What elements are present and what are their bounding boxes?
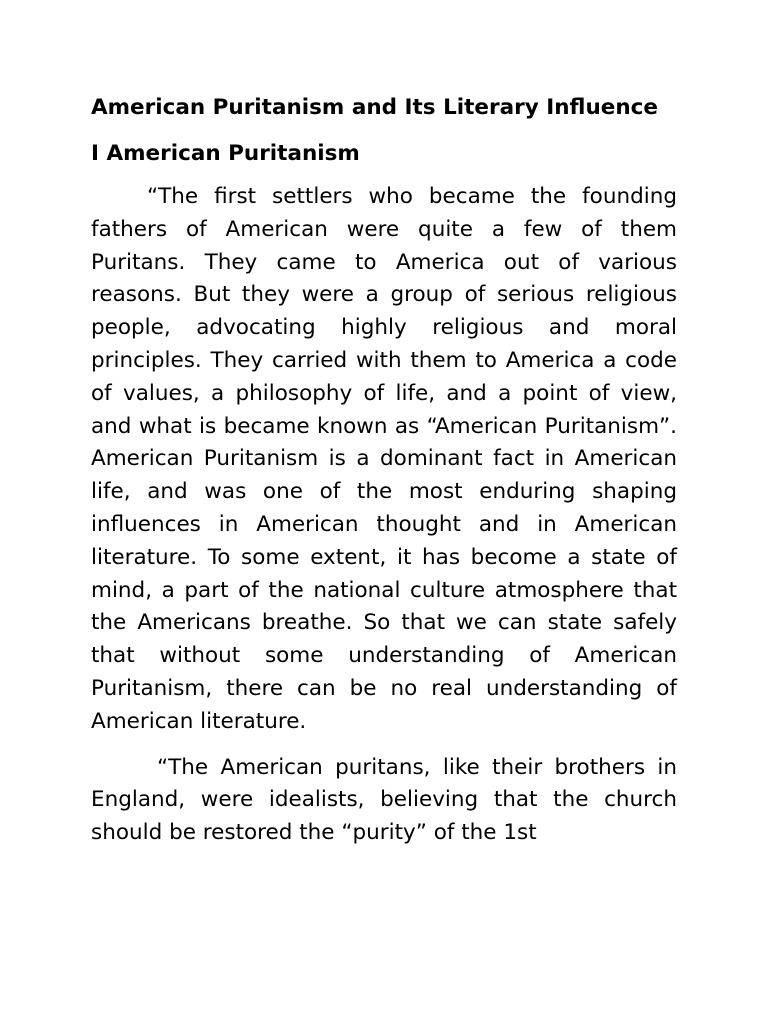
paragraph-2: “The American puritans, like their brothers in England, were idealists, believing that the church should be restored the “purity” of the 1st (91, 754, 677, 846)
document-title: American Puritanism and Its Literary Influence (91, 95, 658, 120)
section-heading: I American Puritanism (91, 141, 360, 166)
page-content (91, 92, 677, 850)
paragraph-1: “The first settlers who became the founding fathers of American were quite a few of them Puritans. They came to America out of various reasons. But they were a group of serious religious people, advocating highly religious and moral principles. They carried with them to America a code of values, a philosophy of life, and a point of view, and what is became known as “American Puritanism”. American Puritanism is a dominant fact in American life, and was one of the most enduring shaping influences in American thought and in American literature. To some extent, it has become a state of mind, a part of the national culture atmosphere that the Americans breathe. So that we can state safely that without some understanding of American Puritanism, there can be no real understanding of American literature. (91, 184, 677, 734)
